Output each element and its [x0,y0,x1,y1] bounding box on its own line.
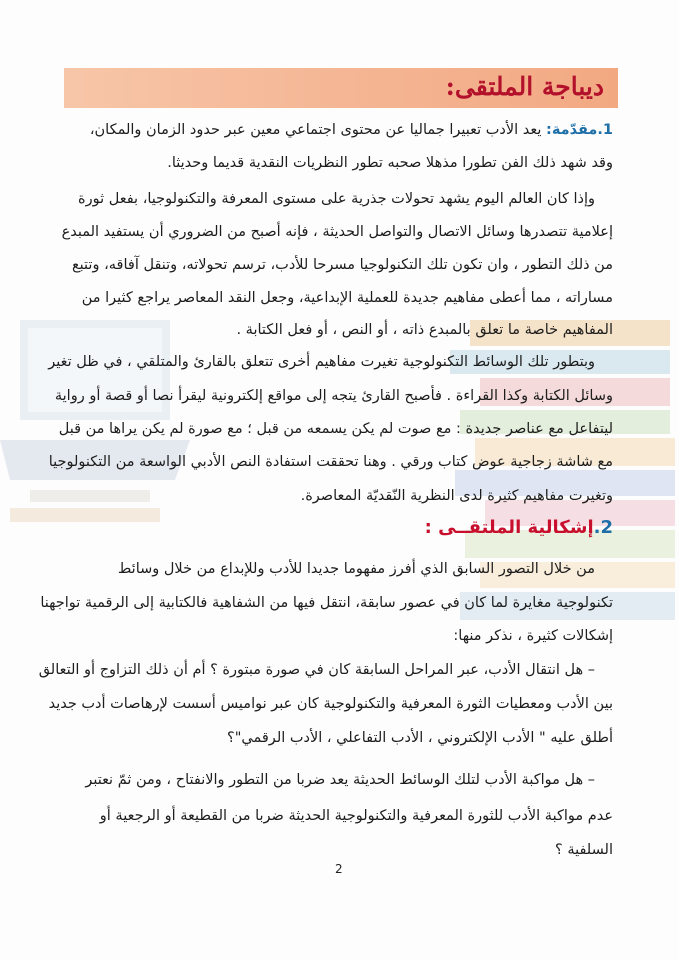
section1-number: 1. [597,122,613,138]
section2-heading-row [425,517,613,538]
question-line: بين الأدب ومعطيات الثورة المعرفية والتكنولوجية كان عبر نواميس أسست لإرهاصات أدب جديد [48,696,613,712]
paragraph-line: وقد شهد ذلك الفن تطورا مذهلا صحبه تطور النظريات النقدية قديما وحديثا. [167,155,613,171]
paragraph-line: وسائل الكتابة وكذا القراءة . فأصبح القارئ يتجه إلى مواقع إلكترونية ليقرأ نصا أو قصة أو رواية [54,388,613,404]
paragraph-line: المفاهيم خاصة ما تعلق بالمبدع ذاته ، أو النص ، أو فعل الكتابة . [236,322,613,338]
paragraph-line: مع شاشة زجاجية عوض كتاب ورقي . وهنا تحققت استفادة النص الأدبي الواسعة من التكنولوجيا [48,454,613,470]
paragraph-line: تكنولوجية مغايرة لما كان في عصور سابقة، انتقل فيها من الشفاهية فالكتابية إلى الرقمية تواجهنا [40,595,613,611]
question-line: أطلق عليه " الأدب الإلكتروني ، الأدب التفاعلي ، الأدب الرقمي"؟ [227,730,613,746]
section1-line-1 [90,120,613,140]
paragraph-line: وتغيرت مفاهيم كثيرة لدى النظرية النّقديّة المعاصرة. [300,488,613,504]
question-line: – هل انتقال الأدب، عبر المراحل السابقة كان في صورة مبتورة ؟ أم أن ذلك التزاوج أو التعالق [38,662,595,678]
paragraph-line: مساراته ، مما أعطى مفاهيم جديدة للعملية الإبداعية، وجعل النقد المعاصر يراجع كثيرا من [81,290,613,306]
paragraph-line: وبتطور تلك الوسائط التكنولوجية تغيرت مفاهيم أخرى تتعلق بالقارئ والمتلقي ، في ظل تغير [48,354,595,370]
paragraph-line: من خلال التصور السابق الذي أفرز مفهوما جديدا للأدب وللإبداع من خلال وسائط [117,561,595,577]
page-number: 2 [335,862,343,876]
paragraph-line: من ذلك التطور ، وان تكون تلك التكنولوجيا مسرحا للأدب، ترسم تحولاته، وتنقل آفاقه، وتتبع [71,257,613,273]
question-line: – هل مواكبة الأدب لتلك الوسائط الحديثة يعد ضربا من التطور والانفتاح ، ومن ثمّ نعتبر [85,772,595,788]
paragraph-line: وإذا كان العالم اليوم يشهد تحولات جذرية على مستوى المعرفة والتكنولوجيا، بفعل ثورة [78,191,595,207]
paragraph-line: يعد الأدب تعبيرا جماليا عن محتوى اجتماعي معين عبر حدود الزمان والمكان، [89,122,542,138]
section2-number: 2. [593,517,613,538]
laptop-watermark-icon [0,280,200,540]
question-line: السلفية ؟ [555,842,613,858]
section2-heading: إشكالية الملتقــى : [424,517,594,538]
question-line: عدم مواكبة الأدب للثورة المعرفية والتكنولوجية الحديثة ضربا من القطيعة أو الرجعية أو [99,808,613,824]
paragraph-line: إعلامية تتصدرها وسائل الاتصال والتواصل الحديثة ، فإنه أصبح من الضروري أن يستفيد المبدع [61,224,613,240]
section1-heading: مقدّمة: [546,122,598,138]
page-title: ديباجة الملتقى: [445,72,604,101]
paragraph-line: ليتفاعل مع عناصر جديدة : مع صوت لم يكن يسمعه من قبل ؛ مع صورة لم يكن يراها من قبل [58,421,613,437]
paragraph-line: إشكالات كثيرة ، نذكر منها: [453,628,613,644]
header-banner [64,68,618,108]
